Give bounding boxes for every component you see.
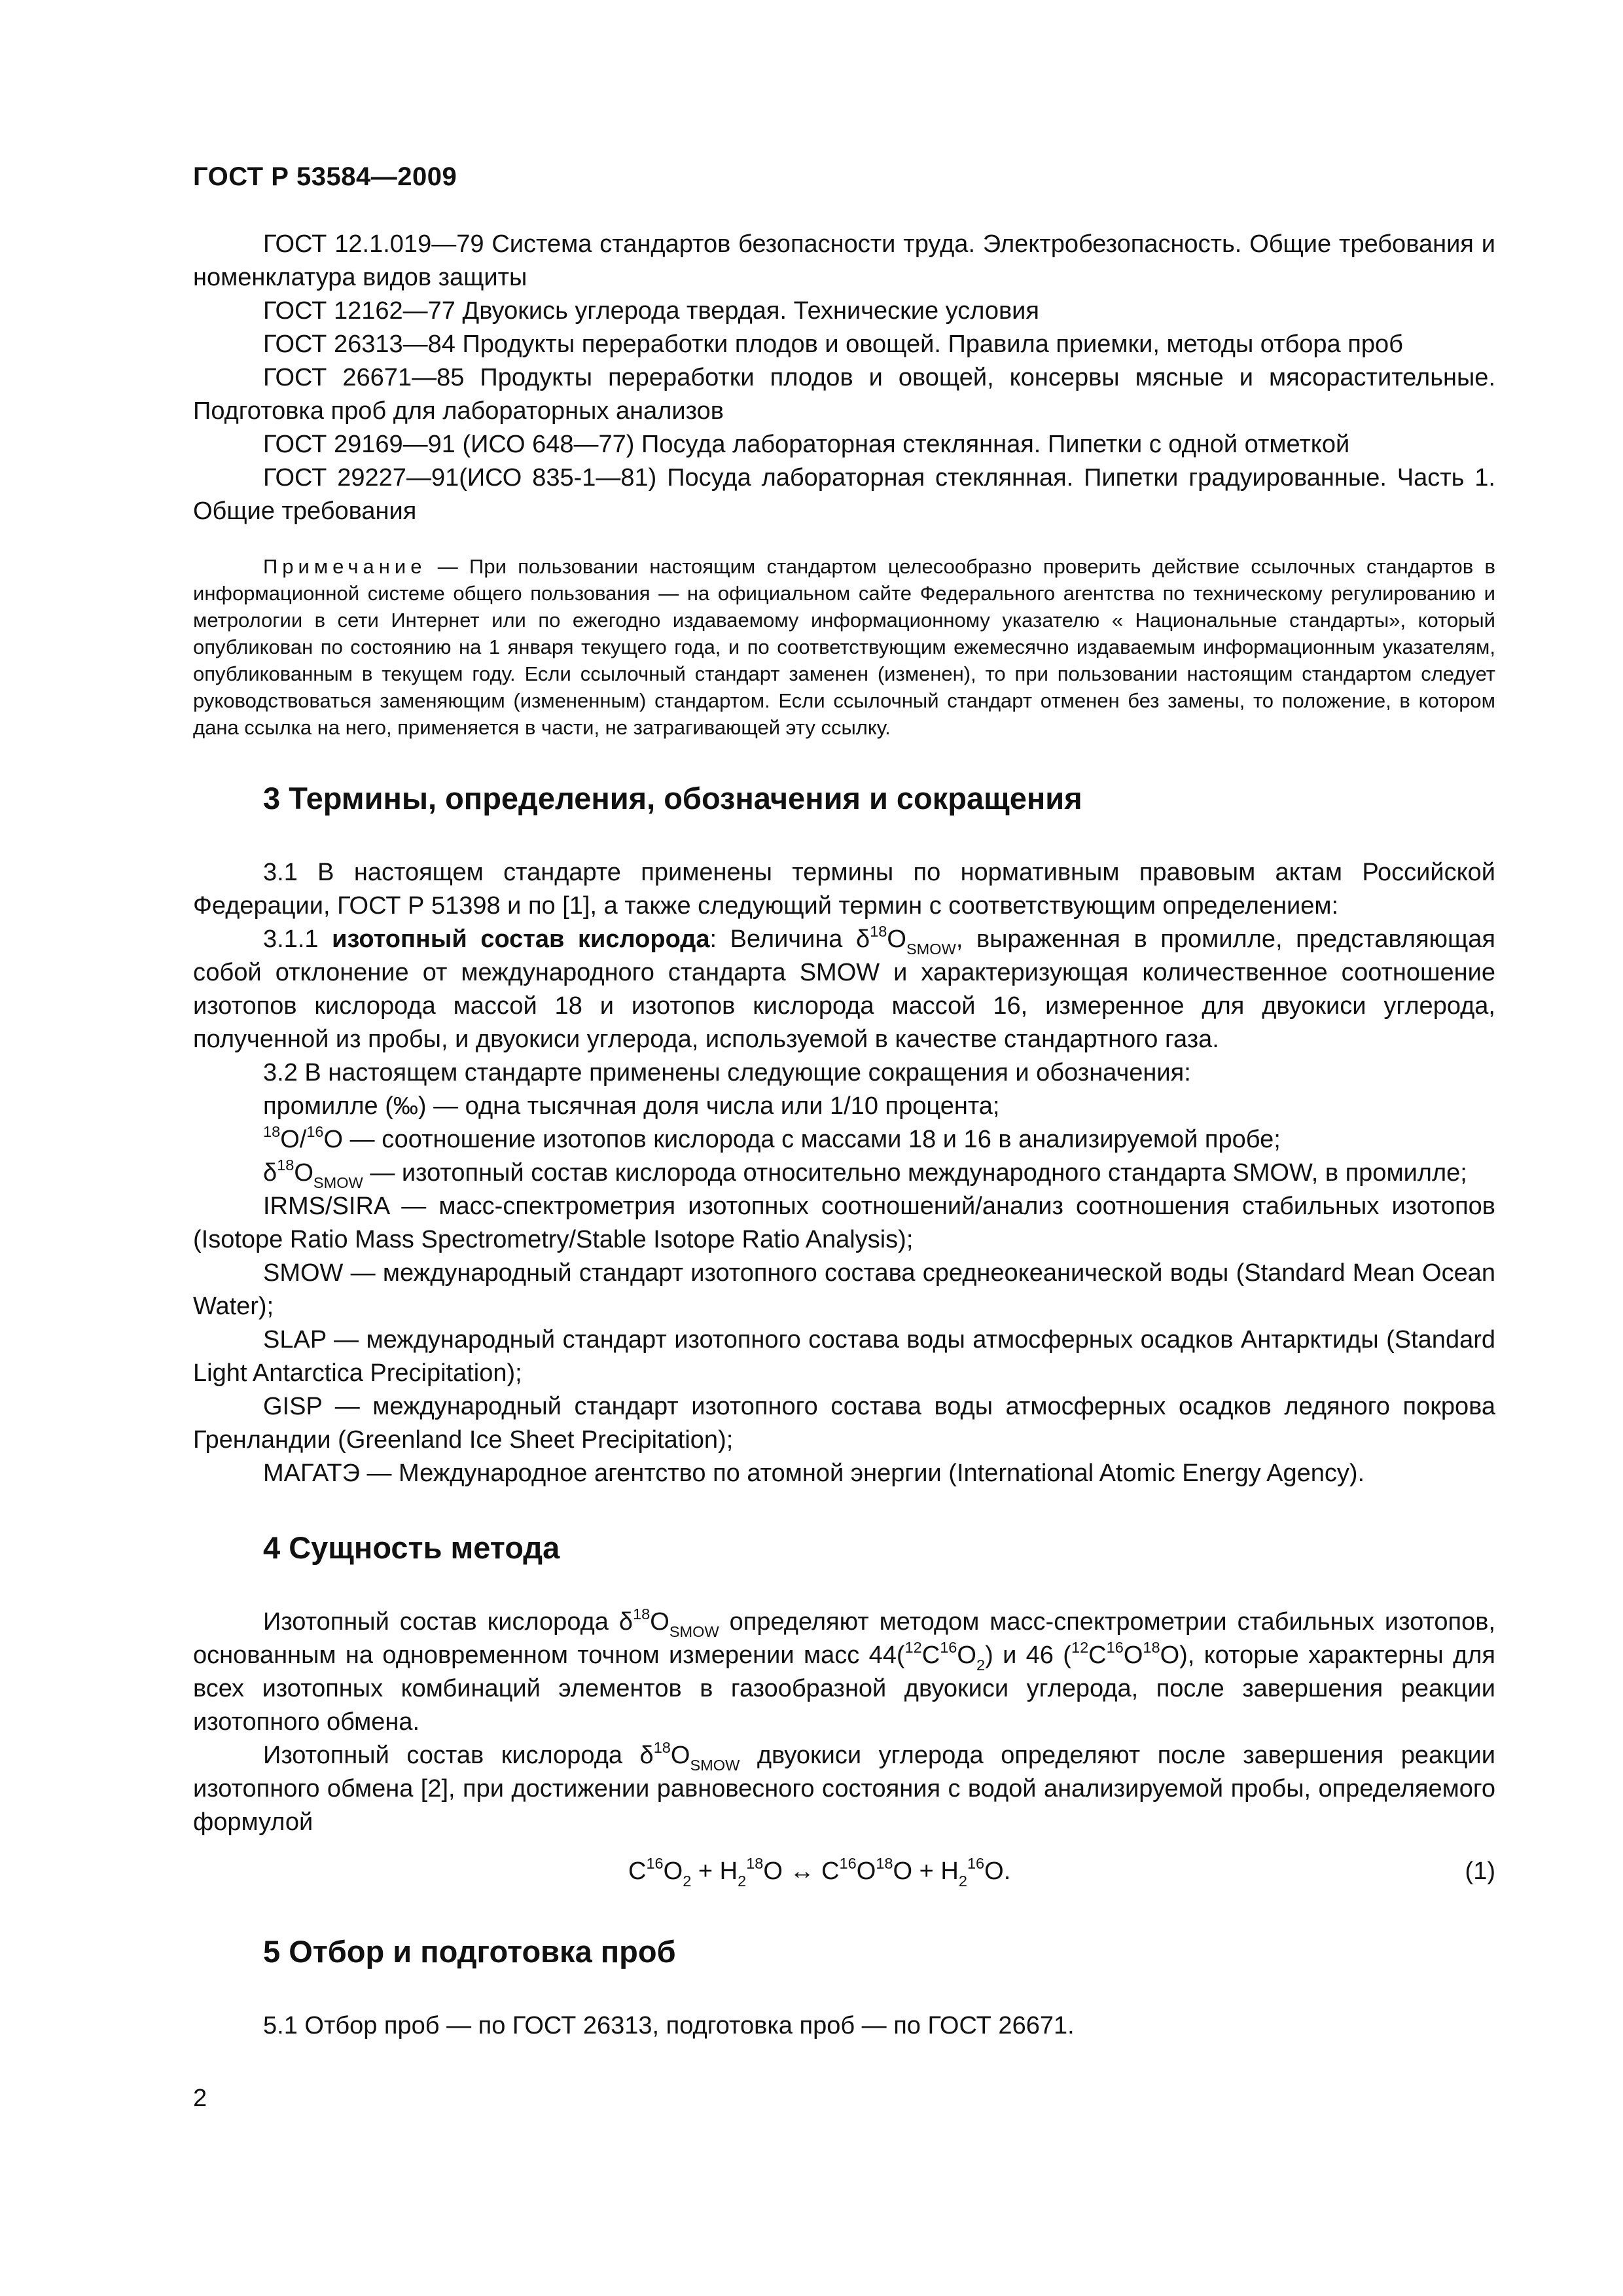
method-paragraph: Изотопный состав кислорода $\delta^{18}O_{SMOW}$ двуокиси углерода определяют после завершения реакции изотопного обмена [2], при достижении равновесного состояния с водой анализируемой пробы, определяемого формулой: [193, 1739, 1495, 1836]
note-label: Примечание: [263, 555, 427, 578]
clause-3-1: 3.1 В настоящем стандарте применены термины по нормативным правовым актам Российской Федерации, ГОСТ Р 51398 и по [1], а также следующий термин с соответствующим определением:: [193, 859, 1495, 920]
clause-3-1-1: 3.1.1 изотопный состав кислорода: Величина $\delta^{18}O_{SMOW}$, выраженная в промилле, представляющая собой отклонение от международного стандарта SMOW и характеризующая количественное соотношение изотопов кислорода массой 18 и изотопов кислорода массой 16, измеренное для двуокиси углерода, полученной из пробы, и двуокиси углерода, используемой в качестве стандартного газа.: [193, 923, 1495, 1053]
term-name: изотопный состав кислорода: [332, 925, 710, 953]
clause-5-1: 5.1 Отбор проб — по ГОСТ 26313, подготовка проб — по ГОСТ 26671.: [263, 2012, 1075, 2039]
reference-item: ГОСТ 26671—85 Продукты переработки плодов и овощей, консервы мясные и мясорастительные. Подготовка проб для лабораторных анализов: [193, 364, 1496, 425]
abbreviation-item: SMOW — международный стандарт изотопного состава среднеокеанической воды (Standard Mean Ocean Water);: [193, 1259, 1495, 1320]
formula-number: (1): [1465, 1857, 1495, 1885]
method-paragraph: Изотопный состав кислорода $\delta^{18}O_{SMOW}$ определяют методом масс-спектрометрии стабильных изотопов, основанным на одновременном точном измерении масс $44(^{12}C^{16}O_2)$ и 46 $(^{12}C^{16}O^{18}O)$, которые характерны для всех изотопных комбинаций элементов в газообразной двуокиси углерода, после завершения реакции изотопного обмена.: [193, 1605, 1496, 1736]
abbreviation-item: SLAP — международный стандарт изотопного состава воды атмосферных осадков Антарктиды (Standard Light Antarctica Precipitation);: [193, 1326, 1495, 1387]
reference-item: ГОСТ 12162—77 Двуокись углерода твердая. Технические условия: [263, 297, 1039, 325]
clause-3-2: 3.2 В настоящем стандарте применены следующие сокращения и обозначения:: [263, 1059, 1191, 1086]
section-4-heading: 4 Сущность метода: [263, 1530, 560, 1565]
reference-item: ГОСТ 29169—91 (ИСО 648—77) Посуда лабораторная стеклянная. Пипетки с одной отметкой: [263, 431, 1350, 458]
page-number: 2: [193, 2085, 207, 2112]
abbreviation-item: GISP — международный стандарт изотопного состава воды атмосферных осадков ледяного покрова Гренландии (Greenland Ice Sheet Precipitation);: [193, 1393, 1495, 1454]
section-3-heading: 3 Термины, определения, обозначения и сокращения: [263, 781, 1082, 816]
abbreviation-item: МАГАТЭ — Международное агентство по атомной энергии (International Atomic Energy Agency).: [263, 1460, 1365, 1487]
abbreviation-item: $\delta^{18}O_{SMOW}$ — изотопный состав кислорода относительно международного стандарта SMOW, в промилле;: [263, 1157, 1467, 1191]
abbreviation-item: промилле (‰) — одна тысячная доля числа или 1/10 процента;: [263, 1092, 1000, 1120]
note-text: — При пользовании настоящим стандартом целесообразно проверить действие ссылочных стандартов в информационной системе общего пользования — на официальном сайте Федерального агентства по техническому регулированию и метрологии в сети Интернет или по ежегодно издаваемому информационному указателю « Национальные стандарты», который опубликован по состоянию на 1 января текущего года, и по соответствующим ежемесячно издаваемым информационным указателям, опубликованным в текущем году. Если ссылочный стандарт заменен (изменен), то при пользовании настоящим стандартом следует руководствоваться заменяющим (измененным) стандартом. Если ссылочный стандарт отменен без замены, то положение, в котором дана ссылка на него, применяется в части, не затрагивающей эту ссылку.: [193, 555, 1495, 739]
abbreviation-item: $^{18}$O/$^{16}$O — соотношение изотопов кислорода с массами 18 и 16 в анализируемой пробе;: [263, 1123, 1281, 1153]
reference-item: ГОСТ 26313—84 Продукты переработки плодов и овощей. Правила приемки, методы отбора проб: [263, 331, 1403, 358]
reference-item: ГОСТ 29227—91(ИСО 835-1—81) Посуда лабораторная стеклянная. Пипетки градуированные. Часть 1. Общие требования: [193, 464, 1495, 525]
formula-expression: $C^{16}O_2 + H_2^{18}O$ ↔ $C^{16}O^{18}O + H_2^{16}O$.: [628, 1855, 1011, 1890]
formula-1: [193, 1848, 1495, 1894]
reference-item: ГОСТ 12.1.019—79 Система стандартов безопасности труда. Электробезопасность. Общие требования и номенклатура видов защиты: [193, 230, 1495, 291]
document-header: ГОСТ Р 53584—2009: [193, 162, 457, 191]
page-body: [193, 228, 1495, 2043]
note-paragraph: [193, 553, 1495, 741]
abbreviation-item: IRMS/SIRA — масс-спектрометрия изотопных соотношений/анализ соотношения стабильных изотопов (Isotope Ratio Mass Spectrometry/Stable Isotope Ratio Analysis);: [193, 1193, 1495, 1253]
section-5-heading: 5 Отбор и подготовка проб: [263, 1934, 676, 1969]
